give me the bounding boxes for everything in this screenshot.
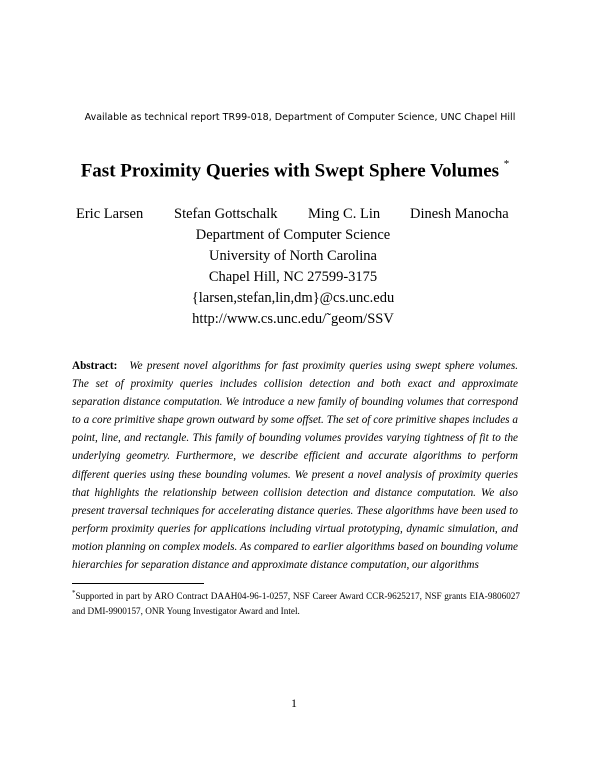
author: Stefan Gottschalk [174, 206, 278, 222]
abstract-label: Abstract: [72, 360, 118, 372]
page-number: 1 [291, 696, 297, 710]
abstract-text: We present novel algorithms for fast proximity queries using swept sphere volumes. The set of proximity queries includes collision detection and both exact and approximate separation distance computation. We introduce a new family of bounding volumes that correspond to a core primitive shape grown outward by some offset. The set of core primitive shapes includes a point, line, and rectangle. This family of bounding volumes provides varying tightness of fit to the underlying geometry. Furthermore, we describe efficient and accurate algorithms to perform different queries using these bounding volumes. We present a novel analysis of proximity queries that highlights the relationship between collision detection and distance computation. We also present traversal techniques for accelerating distance queries. These algorithms have been used to perform proximity queries for applications including virtual prototyping, dynamic simulation, and motion planning on complex models. As compared to earlier algorithms based on bounding volume hierarchies for separation distance and approximate distance computation, our algorithms [72, 360, 518, 572]
tech-report-note: Available as technical report TR99-018, Department of Computer Science, UNC Chapel Hill [84, 112, 516, 123]
title-footnote-mark: * [503, 158, 510, 170]
affiliation-university: University of North Carolina [209, 248, 377, 264]
paper-title [0, 160, 590, 182]
footnote-mark: * [72, 589, 76, 597]
author: Ming C. Lin [308, 206, 381, 222]
footnote [72, 586, 520, 619]
affiliation-address: Chapel Hill, NC 27599-3175 [208, 269, 378, 285]
footnote-text: Supported in part by ARO Contract DAAH04-96-1-0257, NSF Career Award CCR-9625217, NSF grants EIA-9806027 and DMI-9900157, ONR Young Investigator Award and Intel. [72, 591, 520, 616]
paper-title-text: Fast Proximity Queries with Swept Sphere Volumes [80, 160, 500, 182]
author: Dinesh Manocha [410, 206, 509, 222]
author: Eric Larsen [76, 206, 144, 222]
affiliation-department: Department of Computer Science [195, 227, 391, 243]
abstract [72, 357, 518, 574]
affiliation-url: http://www.cs.unc.edu/˜geom/SSV [192, 311, 394, 327]
affiliation-email: {larsen,stefan,lin,dm}@cs.unc.edu [191, 290, 395, 306]
footnote-rule [72, 583, 204, 584]
author-list [74, 206, 534, 226]
